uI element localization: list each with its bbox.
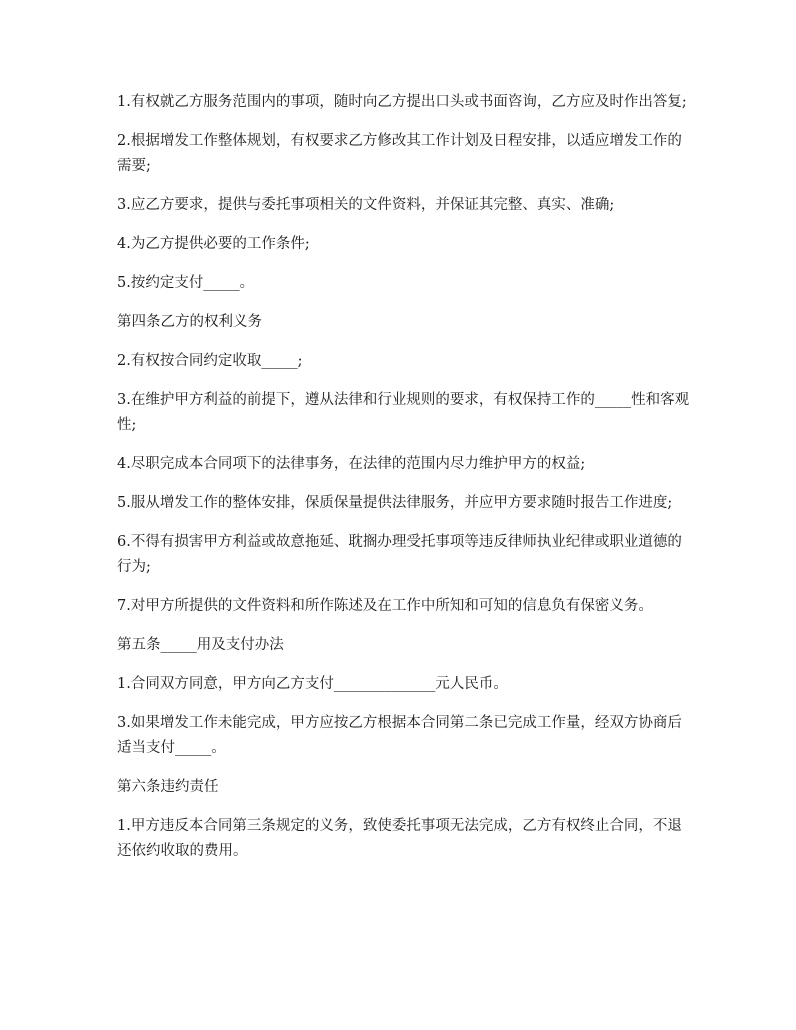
section-heading: 第五条_____用及支付办法	[117, 637, 284, 653]
clause-paragraph: 1.甲方违反本合同第三条规定的义务，致使委托事项无法完成，乙方有权终止合同，不退还依约收取的费用。	[117, 818, 682, 859]
clause-paragraph: 1.合同双方同意，甲方向乙方支付______________元人民币。	[117, 676, 508, 692]
document-page	[117, 90, 692, 878]
clause-paragraph: 3.如果增发工作未能完成，甲方应按乙方根据本合同第二条已完成工作量，经双方协商后适当支付_____。	[117, 715, 682, 756]
clause-paragraph: 3.应乙方要求，提供与委托事项相关的文件资料，并保证其完整、真实、准确;	[117, 197, 615, 213]
clause-paragraph: 2.根据增发工作整体规划，有权要求乙方修改其工作计划及日程安排，以适应增发工作的需要;	[117, 133, 682, 174]
clause-paragraph: 3.在维护甲方利益的前提下，遵从法律和行业规则的要求，有权保持工作的_____性和客观性;	[117, 392, 690, 433]
section-heading: 第四条乙方的权利义务	[117, 314, 262, 330]
section-heading: 第六条违约责任	[117, 779, 219, 795]
clause-paragraph: 4.为乙方提供必要的工作条件;	[117, 236, 310, 252]
clause-paragraph: 5.服从增发工作的整体安排，保质保量提供法律服务，并应甲方要求随时报告工作进度;	[117, 495, 673, 511]
clause-paragraph: 1.有权就乙方服务范围内的事项，随时向乙方提出口头或书面咨询，乙方应及时作出答复;	[117, 94, 687, 110]
clause-paragraph: 7.对甲方所提供的文件资料和所作陈述及在工作中所知和可知的信息负有保密义务。	[117, 598, 653, 614]
clause-paragraph: 6.不得有损害甲方利益或故意拖延、耽搁办理受托事项等违反律师执业纪律或职业道德的行为;	[117, 534, 682, 575]
clause-paragraph: 4.尽职完成本合同项下的法律事务，在法律的范围内尽力维护甲方的权益;	[117, 456, 586, 472]
clause-paragraph: 5.按约定支付_____。	[117, 275, 255, 291]
clause-paragraph: 2.有权按合同约定收取_____;	[117, 353, 303, 369]
